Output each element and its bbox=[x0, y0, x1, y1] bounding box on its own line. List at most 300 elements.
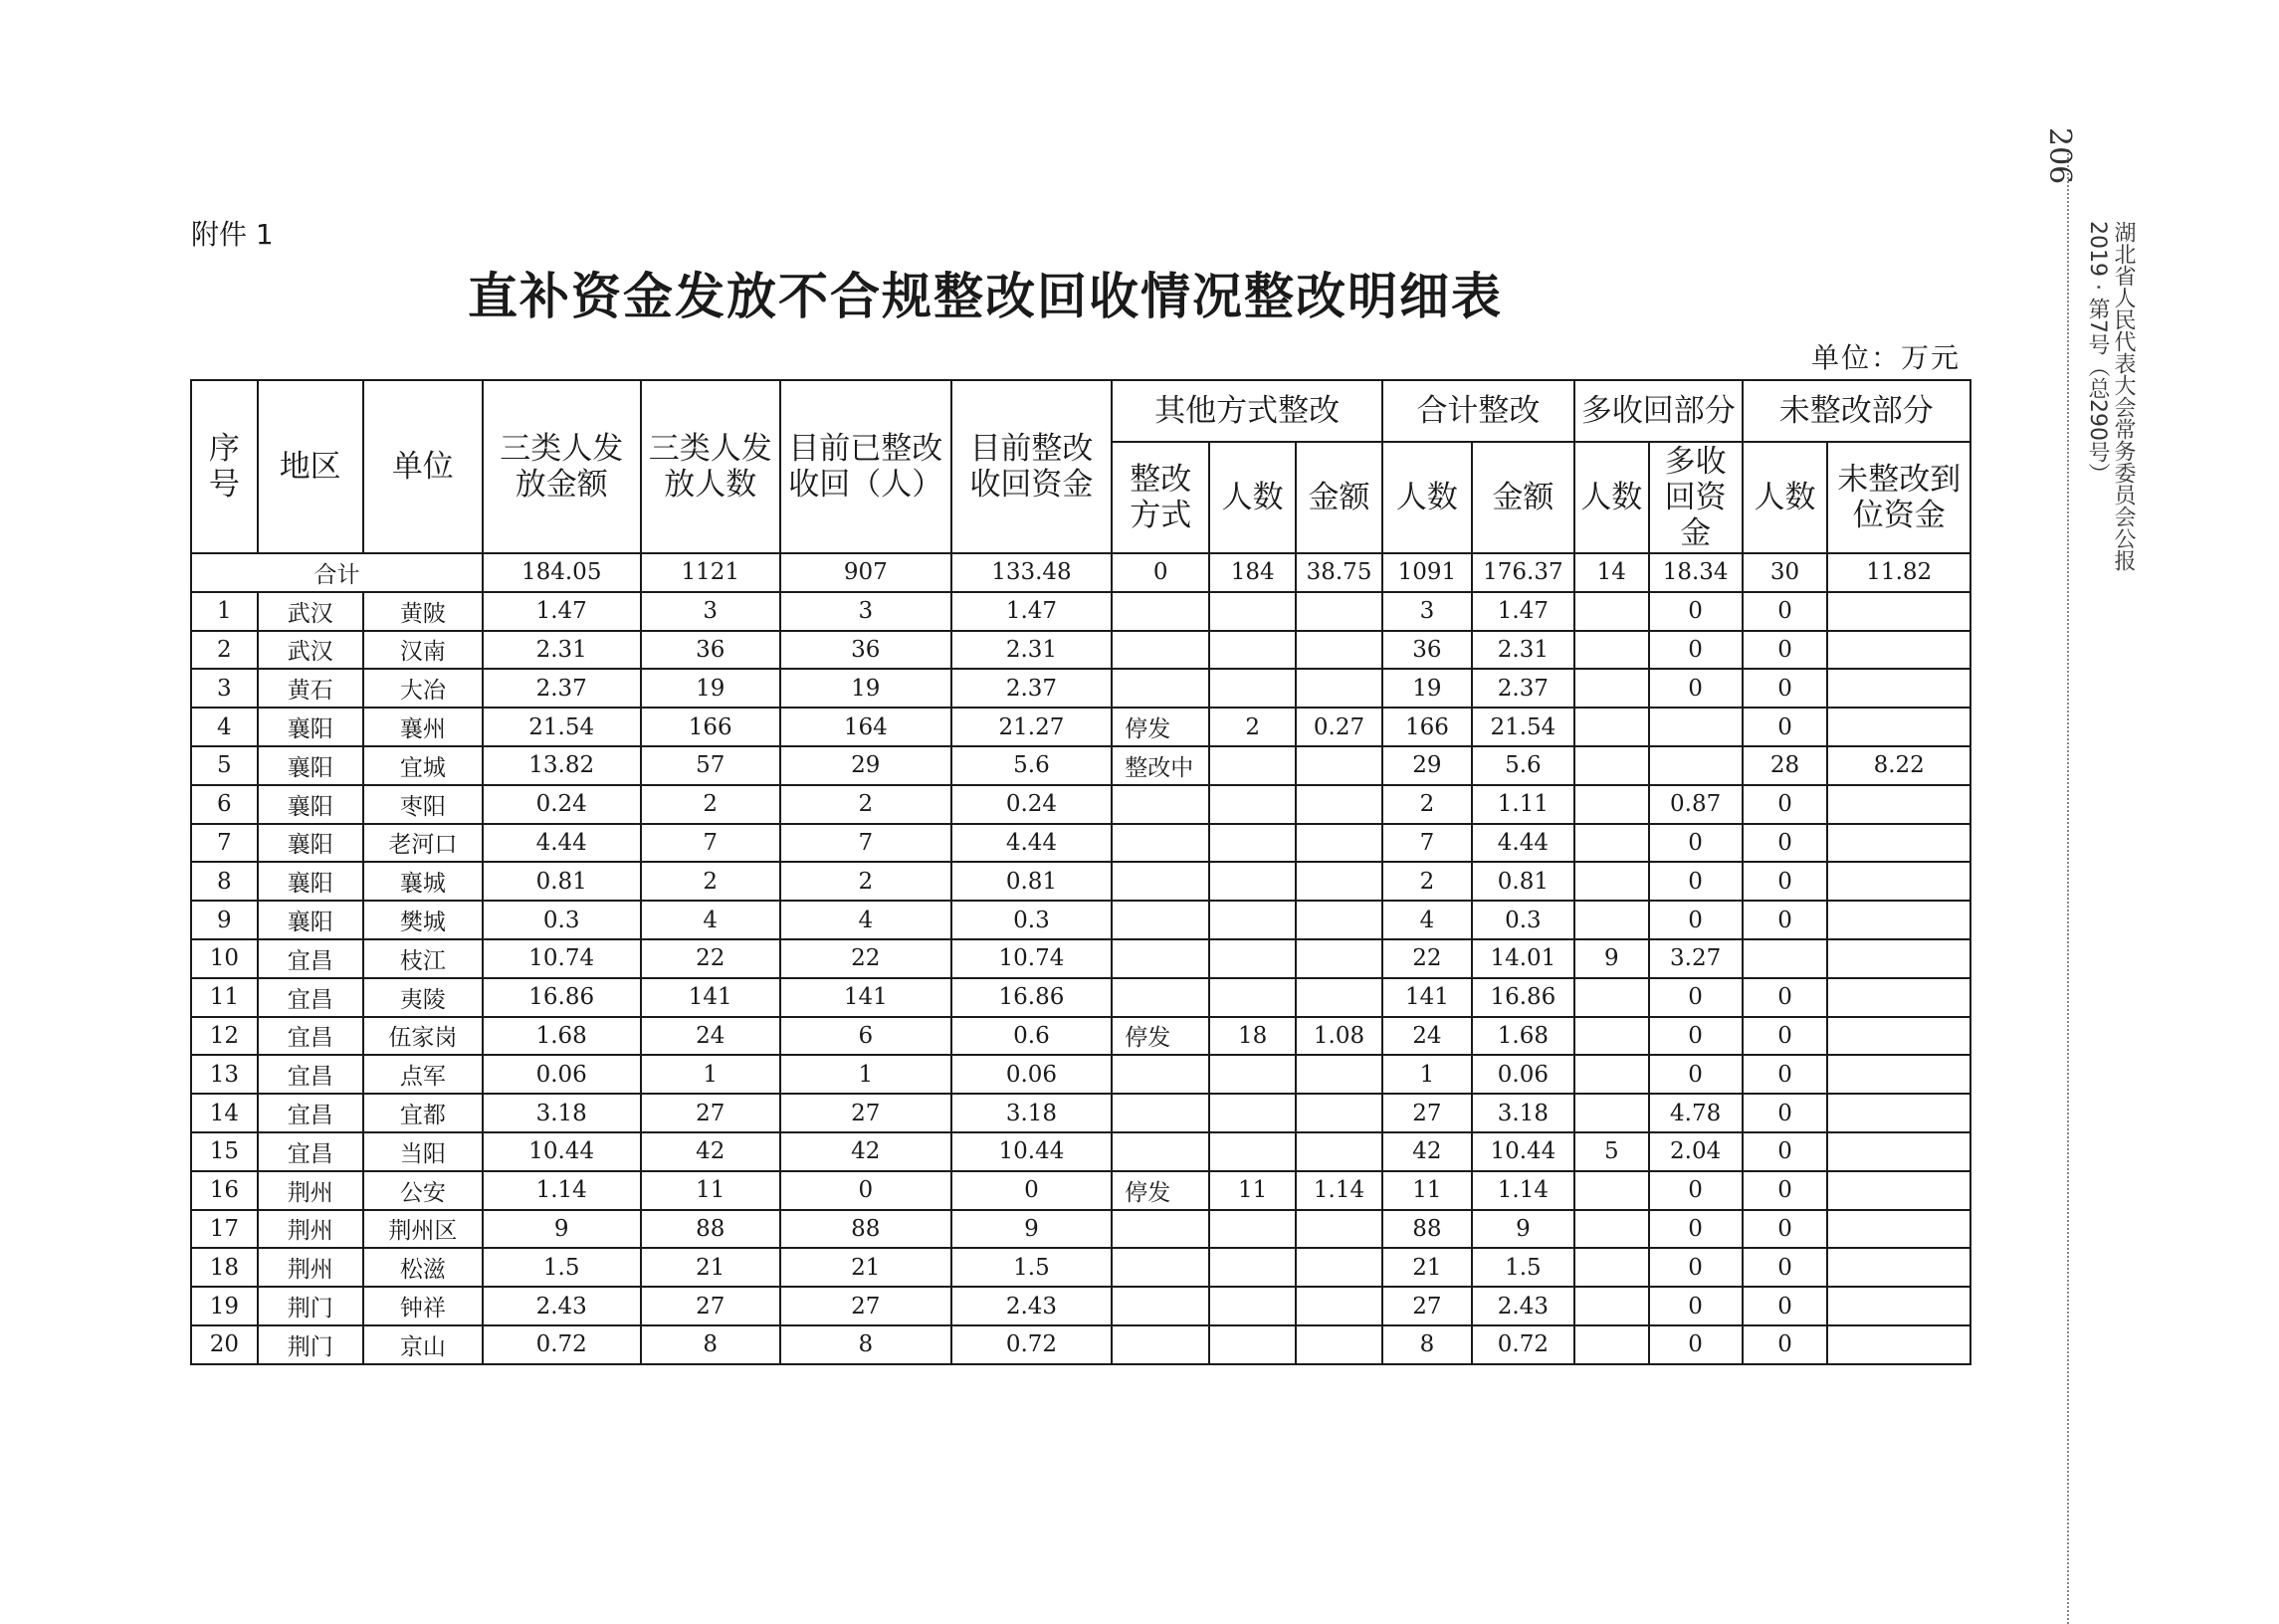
table-cell: 0 bbox=[1649, 631, 1743, 670]
table-cell: 黄陂 bbox=[363, 592, 483, 631]
table-cell: 3.27 bbox=[1649, 939, 1743, 978]
table-cell: 4.78 bbox=[1649, 1094, 1743, 1132]
table-cell: 3 bbox=[191, 669, 258, 708]
table-cell: 0 bbox=[1743, 785, 1828, 824]
total-cell: 133.48 bbox=[951, 553, 1113, 592]
total-label: 合计 bbox=[191, 553, 483, 592]
table-cell bbox=[1209, 901, 1296, 939]
table-cell bbox=[1296, 1132, 1382, 1171]
table-cell bbox=[1574, 708, 1649, 746]
table-cell: 0 bbox=[1743, 824, 1828, 863]
table-cell bbox=[1649, 746, 1743, 785]
table-cell: 老河口 bbox=[363, 824, 483, 863]
table-cell: 京山 bbox=[363, 1325, 483, 1364]
table-row bbox=[191, 1210, 1970, 1249]
table-row bbox=[191, 824, 1970, 863]
header-pending-people: 人数 bbox=[1743, 442, 1828, 553]
table-cell bbox=[1112, 978, 1209, 1017]
table-cell: 停发 bbox=[1112, 1017, 1209, 1056]
table-cell: 0 bbox=[1743, 1055, 1828, 1094]
table-cell bbox=[1112, 785, 1209, 824]
table-cell: 8.22 bbox=[1827, 746, 1970, 785]
table-cell: 9 bbox=[951, 1210, 1113, 1249]
table-cell bbox=[1574, 1094, 1649, 1132]
table-cell: 141 bbox=[1382, 978, 1472, 1017]
table-cell bbox=[1209, 1248, 1296, 1287]
table-cell: 21.54 bbox=[483, 708, 641, 746]
table-cell: 0.24 bbox=[483, 785, 641, 824]
table-cell: 22 bbox=[780, 939, 951, 978]
table-cell: 24 bbox=[641, 1017, 780, 1056]
table-cell: 0.3 bbox=[1472, 901, 1574, 939]
table-cell bbox=[1827, 785, 1970, 824]
table-cell bbox=[1112, 1325, 1209, 1364]
table-cell: 樊城 bbox=[363, 901, 483, 939]
total-cell: 30 bbox=[1743, 553, 1828, 592]
table-cell bbox=[1827, 1210, 1970, 1249]
margin-dotted-line bbox=[2067, 149, 2069, 1624]
table-cell: 停发 bbox=[1112, 708, 1209, 746]
total-cell: 184.05 bbox=[483, 553, 641, 592]
table-cell: 0.06 bbox=[951, 1055, 1113, 1094]
table-cell bbox=[1296, 592, 1382, 631]
table-cell: 3 bbox=[1382, 592, 1472, 631]
table-cell: 0.24 bbox=[951, 785, 1113, 824]
table-cell: 3.18 bbox=[1472, 1094, 1574, 1132]
table-cell: 10.44 bbox=[1472, 1132, 1574, 1171]
table-cell: 宜都 bbox=[363, 1094, 483, 1132]
table-cell: 0 bbox=[780, 1171, 951, 1210]
table-cell: 11 bbox=[1382, 1171, 1472, 1210]
table-cell: 0.87 bbox=[1649, 785, 1743, 824]
table-cell: 4 bbox=[780, 901, 951, 939]
table-row bbox=[191, 708, 1970, 746]
table-cell bbox=[1112, 1210, 1209, 1249]
table-cell: 1.68 bbox=[483, 1017, 641, 1056]
table-cell: 1.47 bbox=[1472, 592, 1574, 631]
table-cell: 襄州 bbox=[363, 708, 483, 746]
table-cell: 0 bbox=[1649, 978, 1743, 1017]
table-cell: 1.47 bbox=[951, 592, 1113, 631]
table-cell bbox=[1296, 669, 1382, 708]
table-cell: 0 bbox=[1743, 708, 1828, 746]
table-cell bbox=[1574, 1287, 1649, 1325]
table-cell: 1 bbox=[641, 1055, 780, 1094]
table-cell: 0 bbox=[1649, 1017, 1743, 1056]
header-total-group: 合计整改 bbox=[1382, 380, 1574, 442]
journal-header bbox=[2084, 221, 2136, 571]
table-cell: 0 bbox=[1649, 901, 1743, 939]
table-cell: 0.27 bbox=[1296, 708, 1382, 746]
table-cell: 0 bbox=[1649, 592, 1743, 631]
table-cell: 襄阳 bbox=[258, 862, 363, 901]
table-cell: 8 bbox=[780, 1325, 951, 1364]
table-cell: 9 bbox=[483, 1210, 641, 1249]
table-cell: 1.14 bbox=[1472, 1171, 1574, 1210]
table-cell: 4 bbox=[191, 708, 258, 746]
table-cell: 21.54 bbox=[1472, 708, 1574, 746]
table-cell: 荆州 bbox=[258, 1248, 363, 1287]
table-cell: 21 bbox=[780, 1248, 951, 1287]
total-cell: 14 bbox=[1574, 553, 1649, 592]
table-cell bbox=[1112, 824, 1209, 863]
table-cell bbox=[1112, 939, 1209, 978]
header-total-amount: 金额 bbox=[1472, 442, 1574, 553]
table-cell: 0 bbox=[1649, 1248, 1743, 1287]
table-cell: 0 bbox=[1743, 978, 1828, 1017]
table-cell: 黄石 bbox=[258, 669, 363, 708]
total-cell: 38.75 bbox=[1296, 553, 1382, 592]
table-cell: 19 bbox=[641, 669, 780, 708]
table-cell bbox=[1574, 785, 1649, 824]
table-cell bbox=[1296, 1287, 1382, 1325]
table-cell: 12 bbox=[191, 1017, 258, 1056]
table-cell bbox=[1296, 631, 1382, 670]
table-cell: 0 bbox=[1743, 901, 1828, 939]
table-cell bbox=[1574, 1017, 1649, 1056]
table-cell: 4.44 bbox=[483, 824, 641, 863]
table-cell: 141 bbox=[641, 978, 780, 1017]
table-cell: 5.6 bbox=[951, 746, 1113, 785]
table-cell bbox=[1574, 592, 1649, 631]
table-cell: 0 bbox=[1743, 1017, 1828, 1056]
table-cell: 0 bbox=[1649, 862, 1743, 901]
table-cell: 枝江 bbox=[363, 939, 483, 978]
table-cell: 3.18 bbox=[483, 1094, 641, 1132]
table-cell bbox=[1743, 939, 1828, 978]
table-row bbox=[191, 1017, 1970, 1056]
table-row bbox=[191, 631, 1970, 670]
table-cell: 27 bbox=[1382, 1094, 1472, 1132]
table-cell: 5 bbox=[1574, 1132, 1649, 1171]
table-cell: 2.31 bbox=[951, 631, 1113, 670]
table-cell: 166 bbox=[1382, 708, 1472, 746]
table-cell: 20 bbox=[191, 1325, 258, 1364]
table-cell: 88 bbox=[641, 1210, 780, 1249]
table-cell bbox=[1827, 1171, 1970, 1210]
table-cell: 2.43 bbox=[951, 1287, 1113, 1325]
table-cell: 10.44 bbox=[951, 1132, 1113, 1171]
table-cell bbox=[1112, 1055, 1209, 1094]
table-cell: 19 bbox=[191, 1287, 258, 1325]
table-cell: 大冶 bbox=[363, 669, 483, 708]
table-cell: 3 bbox=[780, 592, 951, 631]
table-cell: 29 bbox=[780, 746, 951, 785]
table-cell bbox=[1574, 901, 1649, 939]
table-cell: 27 bbox=[780, 1287, 951, 1325]
table-cell bbox=[1827, 592, 1970, 631]
table-cell: 停发 bbox=[1112, 1171, 1209, 1210]
table-cell: 2 bbox=[780, 785, 951, 824]
total-cell: 1121 bbox=[641, 553, 780, 592]
table-cell: 57 bbox=[641, 746, 780, 785]
table-cell bbox=[1209, 669, 1296, 708]
table-cell bbox=[1649, 708, 1743, 746]
table-cell bbox=[1574, 978, 1649, 1017]
table-cell: 0.72 bbox=[951, 1325, 1113, 1364]
table-cell bbox=[1112, 901, 1209, 939]
table-cell bbox=[1827, 1094, 1970, 1132]
table-cell: 武汉 bbox=[258, 592, 363, 631]
table-cell: 88 bbox=[1382, 1210, 1472, 1249]
table-cell: 7 bbox=[641, 824, 780, 863]
table-row bbox=[191, 862, 1970, 901]
table-cell: 2.43 bbox=[483, 1287, 641, 1325]
table-cell: 0 bbox=[1649, 1325, 1743, 1364]
table-cell: 16.86 bbox=[1472, 978, 1574, 1017]
table-cell: 9 bbox=[191, 901, 258, 939]
table-cell bbox=[1209, 862, 1296, 901]
table-cell: 襄阳 bbox=[258, 901, 363, 939]
table-cell: 0.6 bbox=[951, 1017, 1113, 1056]
table-cell bbox=[1827, 901, 1970, 939]
table-cell bbox=[1827, 1132, 1970, 1171]
table-cell: 2.43 bbox=[1472, 1287, 1574, 1325]
table-cell: 0 bbox=[951, 1171, 1113, 1210]
table-cell: 1.14 bbox=[483, 1171, 641, 1210]
header-total-people: 人数 bbox=[1382, 442, 1472, 553]
table-cell: 2.04 bbox=[1649, 1132, 1743, 1171]
table-cell bbox=[1209, 824, 1296, 863]
table-cell: 4.44 bbox=[1472, 824, 1574, 863]
table-cell bbox=[1209, 939, 1296, 978]
table-cell bbox=[1827, 1287, 1970, 1325]
table-cell: 整改中 bbox=[1112, 746, 1209, 785]
table-cell: 枣阳 bbox=[363, 785, 483, 824]
table-cell: 14.01 bbox=[1472, 939, 1574, 978]
table-cell: 0 bbox=[1649, 669, 1743, 708]
table-cell: 0 bbox=[1743, 1287, 1828, 1325]
table-cell bbox=[1827, 862, 1970, 901]
table-cell: 汉南 bbox=[363, 631, 483, 670]
table-cell: 22 bbox=[641, 939, 780, 978]
header-extra-group: 多收回部分 bbox=[1574, 380, 1743, 442]
table-cell bbox=[1112, 592, 1209, 631]
table-cell: 13.82 bbox=[483, 746, 641, 785]
table-cell bbox=[1827, 824, 1970, 863]
table-cell: 公安 bbox=[363, 1171, 483, 1210]
table-cell bbox=[1296, 1055, 1382, 1094]
table-cell: 9 bbox=[1574, 939, 1649, 978]
rectification-table bbox=[190, 379, 1971, 1365]
table-cell: 2.31 bbox=[1472, 631, 1574, 670]
table-cell bbox=[1574, 824, 1649, 863]
table-cell: 1.5 bbox=[951, 1248, 1113, 1287]
table-cell: 0.06 bbox=[483, 1055, 641, 1094]
table-cell: 3 bbox=[641, 592, 780, 631]
table-cell: 宜昌 bbox=[258, 1055, 363, 1094]
header-other-group: 其他方式整改 bbox=[1112, 380, 1382, 442]
total-cell: 0 bbox=[1112, 553, 1209, 592]
table-cell: 0.06 bbox=[1472, 1055, 1574, 1094]
table-cell: 襄阳 bbox=[258, 746, 363, 785]
table-cell: 1.5 bbox=[483, 1248, 641, 1287]
table-row bbox=[191, 1132, 1970, 1171]
table-cell: 15 bbox=[191, 1132, 258, 1171]
table-cell bbox=[1112, 1094, 1209, 1132]
table-cell bbox=[1209, 1132, 1296, 1171]
table-cell bbox=[1209, 1325, 1296, 1364]
table-cell: 宜昌 bbox=[258, 978, 363, 1017]
header-recovered-people: 目前已整改收回（人） bbox=[780, 380, 951, 553]
table-cell: 2 bbox=[780, 862, 951, 901]
table-cell: 2 bbox=[641, 785, 780, 824]
table-cell: 42 bbox=[780, 1132, 951, 1171]
table-cell: 荆州区 bbox=[363, 1210, 483, 1249]
table-cell: 2.37 bbox=[1472, 669, 1574, 708]
table-cell bbox=[1574, 631, 1649, 670]
table-row bbox=[191, 978, 1970, 1017]
table-cell: 27 bbox=[641, 1287, 780, 1325]
header-pending-funds: 未整改到位资金 bbox=[1827, 442, 1970, 553]
table-cell: 6 bbox=[780, 1017, 951, 1056]
table-cell: 8 bbox=[641, 1325, 780, 1364]
table-cell bbox=[1574, 862, 1649, 901]
header-recovered-funds: 目前整改收回资金 bbox=[951, 380, 1113, 553]
table-cell: 17 bbox=[191, 1210, 258, 1249]
table-cell: 0 bbox=[1743, 862, 1828, 901]
table-cell: 29 bbox=[1382, 746, 1472, 785]
table-cell bbox=[1827, 631, 1970, 670]
table-cell: 6 bbox=[191, 785, 258, 824]
header-region: 地区 bbox=[258, 380, 363, 553]
table-cell: 松滋 bbox=[363, 1248, 483, 1287]
table-cell: 荆门 bbox=[258, 1325, 363, 1364]
table-cell: 8 bbox=[191, 862, 258, 901]
table-cell: 10 bbox=[191, 939, 258, 978]
table-cell: 8 bbox=[1382, 1325, 1472, 1364]
table-cell bbox=[1574, 1325, 1649, 1364]
table-cell: 5.6 bbox=[1472, 746, 1574, 785]
table-cell bbox=[1296, 1325, 1382, 1364]
table-cell: 88 bbox=[780, 1210, 951, 1249]
table-cell: 2.31 bbox=[483, 631, 641, 670]
table-cell: 0.81 bbox=[951, 862, 1113, 901]
table-cell: 0.72 bbox=[1472, 1325, 1574, 1364]
table-cell: 141 bbox=[780, 978, 951, 1017]
table-cell: 5 bbox=[191, 746, 258, 785]
table-cell: 21 bbox=[641, 1248, 780, 1287]
table-cell: 0.81 bbox=[483, 862, 641, 901]
table-cell: 22 bbox=[1382, 939, 1472, 978]
table-cell: 36 bbox=[780, 631, 951, 670]
table-cell: 点军 bbox=[363, 1055, 483, 1094]
table-cell bbox=[1827, 708, 1970, 746]
table-cell: 襄阳 bbox=[258, 824, 363, 863]
table-cell: 1.11 bbox=[1472, 785, 1574, 824]
table-cell bbox=[1112, 631, 1209, 670]
page-title: 直补资金发放不合规整改回收情况整改明细表 bbox=[468, 267, 1503, 325]
table-cell bbox=[1209, 1287, 1296, 1325]
table-cell: 0 bbox=[1649, 1171, 1743, 1210]
table-cell: 42 bbox=[1382, 1132, 1472, 1171]
table-cell bbox=[1296, 1210, 1382, 1249]
table-row bbox=[191, 1325, 1970, 1364]
table-cell: 0 bbox=[1743, 592, 1828, 631]
table-cell: 当阳 bbox=[363, 1132, 483, 1171]
table-cell bbox=[1112, 862, 1209, 901]
header-other-method: 整改方式 bbox=[1112, 442, 1209, 553]
table-cell bbox=[1827, 1055, 1970, 1094]
table-cell: 2.37 bbox=[951, 669, 1113, 708]
header-row-1 bbox=[191, 380, 1970, 442]
table-cell: 宜昌 bbox=[258, 939, 363, 978]
header-other-amount: 金额 bbox=[1296, 442, 1382, 553]
table-cell: 7 bbox=[780, 824, 951, 863]
table-cell: 3.18 bbox=[951, 1094, 1113, 1132]
table-cell: 16.86 bbox=[951, 978, 1113, 1017]
table-cell: 11 bbox=[641, 1171, 780, 1210]
table-cell: 2 bbox=[641, 862, 780, 901]
table-row bbox=[191, 669, 1970, 708]
table-cell: 宜昌 bbox=[258, 1017, 363, 1056]
table-cell: 荆门 bbox=[258, 1287, 363, 1325]
table-row bbox=[191, 901, 1970, 939]
table-cell bbox=[1209, 592, 1296, 631]
table-cell: 21 bbox=[1382, 1248, 1472, 1287]
table-cell: 0 bbox=[1649, 1287, 1743, 1325]
header-other-people: 人数 bbox=[1209, 442, 1296, 553]
table-row bbox=[191, 592, 1970, 631]
table-cell: 荆州 bbox=[258, 1210, 363, 1249]
table-cell: 166 bbox=[641, 708, 780, 746]
table-cell bbox=[1827, 669, 1970, 708]
table-cell: 19 bbox=[1382, 669, 1472, 708]
table-cell: 1.47 bbox=[483, 592, 641, 631]
table-cell: 42 bbox=[641, 1132, 780, 1171]
table-cell bbox=[1209, 1094, 1296, 1132]
attachment-label: 附件 1 bbox=[191, 218, 274, 251]
table-row bbox=[191, 939, 1970, 978]
table-cell: 2 bbox=[1209, 708, 1296, 746]
table-cell: 11 bbox=[191, 978, 258, 1017]
table-cell: 10.44 bbox=[483, 1132, 641, 1171]
table-cell: 襄阳 bbox=[258, 708, 363, 746]
table-cell bbox=[1574, 746, 1649, 785]
table-cell: 0 bbox=[1743, 669, 1828, 708]
total-cell: 18.34 bbox=[1649, 553, 1743, 592]
table-cell bbox=[1827, 978, 1970, 1017]
table-cell bbox=[1112, 1132, 1209, 1171]
table-cell: 襄城 bbox=[363, 862, 483, 901]
table-cell: 7 bbox=[1382, 824, 1472, 863]
table-cell bbox=[1296, 862, 1382, 901]
table-cell: 19 bbox=[780, 669, 951, 708]
table-cell: 0 bbox=[1743, 1325, 1828, 1364]
total-row bbox=[191, 553, 1970, 592]
table-cell bbox=[1209, 746, 1296, 785]
table-cell bbox=[1827, 1017, 1970, 1056]
table-cell: 0 bbox=[1743, 1094, 1828, 1132]
table-cell: 0 bbox=[1649, 1055, 1743, 1094]
table-cell bbox=[1209, 785, 1296, 824]
table-cell: 7 bbox=[191, 824, 258, 863]
table-cell: 18 bbox=[1209, 1017, 1296, 1056]
table-row bbox=[191, 785, 1970, 824]
table-cell bbox=[1296, 1248, 1382, 1287]
header-extra-people: 人数 bbox=[1574, 442, 1649, 553]
table-cell: 0 bbox=[1743, 1248, 1828, 1287]
table-cell: 1.5 bbox=[1472, 1248, 1574, 1287]
total-cell: 1091 bbox=[1382, 553, 1472, 592]
table-cell bbox=[1296, 978, 1382, 1017]
table-cell bbox=[1574, 1248, 1649, 1287]
table-row bbox=[191, 1055, 1970, 1094]
table-cell bbox=[1296, 939, 1382, 978]
table-cell: 2 bbox=[1382, 862, 1472, 901]
table-cell: 2 bbox=[1382, 785, 1472, 824]
table-cell bbox=[1112, 1248, 1209, 1287]
